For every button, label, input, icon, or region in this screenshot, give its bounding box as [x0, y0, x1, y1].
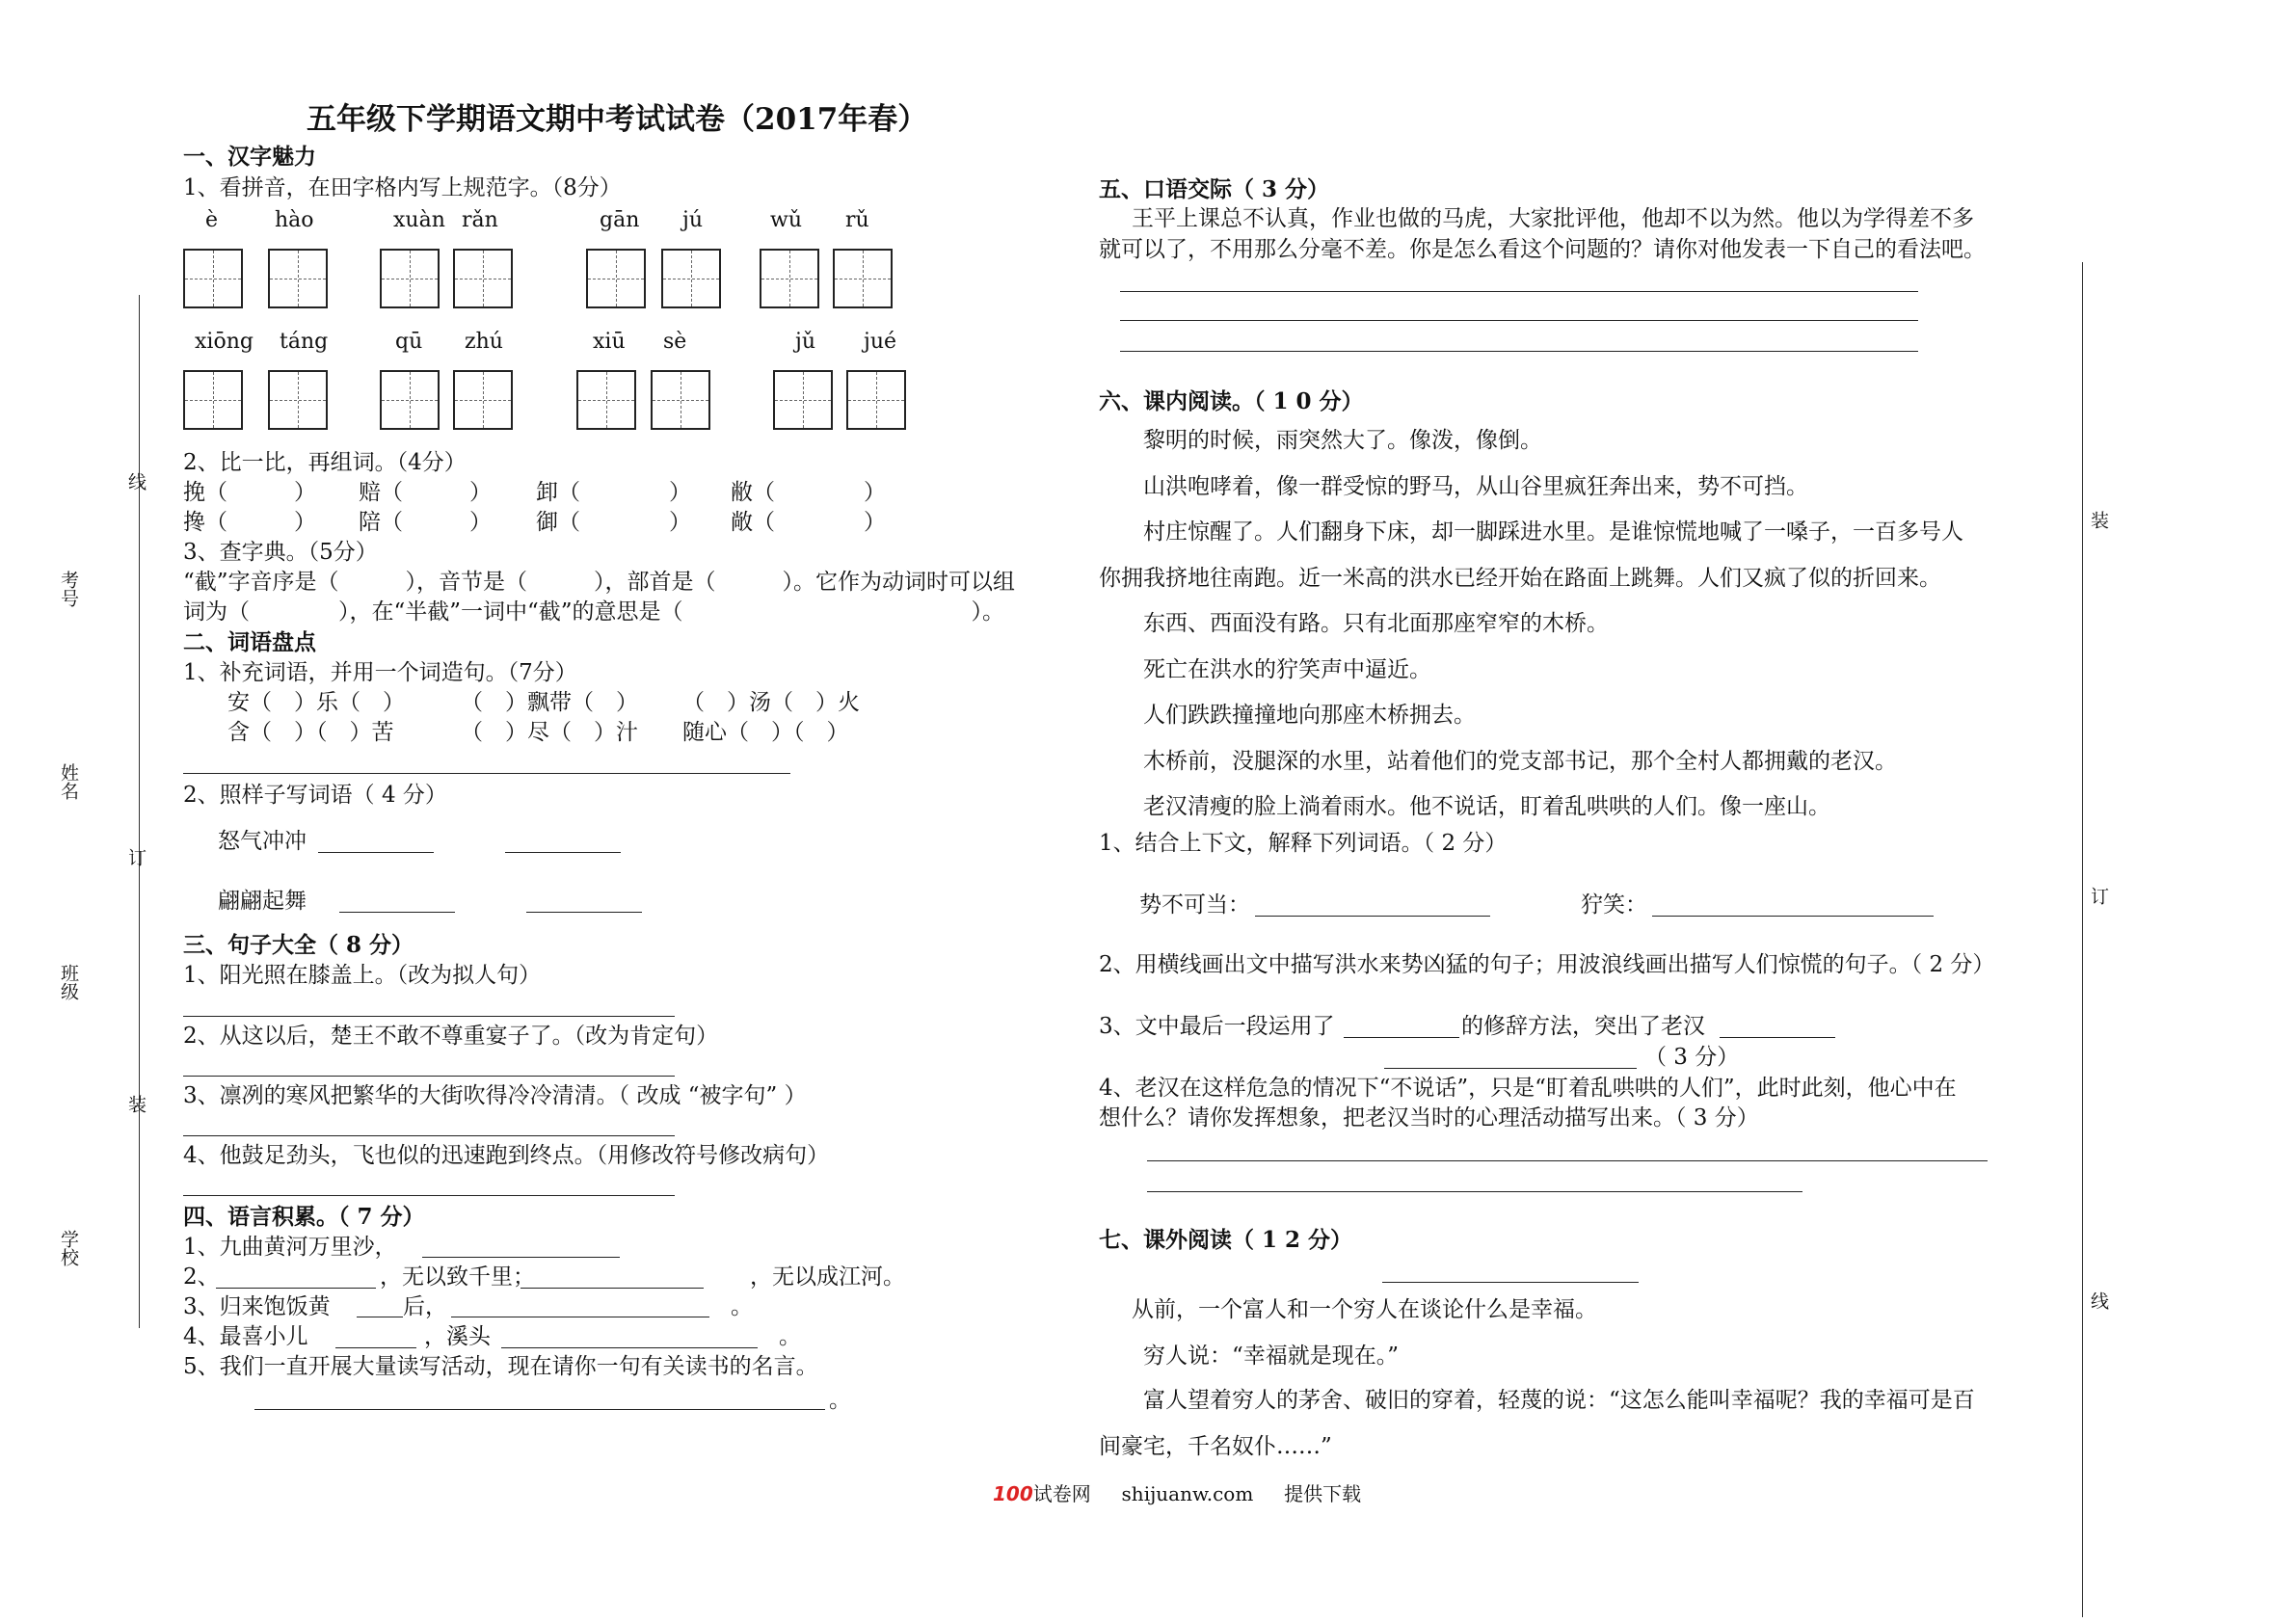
pinyin: táng [280, 330, 329, 354]
section-4-heading: 四、语言积累。（ 7 分） [183, 1204, 425, 1230]
tianzige-box[interactable] [453, 249, 513, 308]
tianzige-box[interactable] [760, 249, 819, 308]
answer-line[interactable] [318, 852, 434, 853]
poem-line: ，无以致千里； [380, 1264, 535, 1290]
answer-line[interactable] [183, 773, 790, 774]
binding-label-name: 姓名 [58, 763, 79, 800]
tianzige-box[interactable] [183, 370, 243, 430]
section-3-heading: 三、句子大全（ 8 分） [183, 932, 414, 958]
answer-line[interactable] [505, 852, 621, 853]
binding-mark: 订 [125, 848, 147, 866]
poem-line: ，溪头 [424, 1324, 491, 1349]
binding-line-left [139, 295, 140, 1328]
paragraph: 你拥我挤地往南跑。近一米高的洪水已经开始在路面上跳舞。人们又疯了似的折回来。 [1099, 566, 1941, 591]
pinyin: sè [663, 330, 687, 354]
tianzige-box[interactable] [586, 249, 646, 308]
compare-word: 陪（ ） [359, 510, 492, 535]
tianzige-box[interactable] [651, 370, 710, 430]
sec3-q4: 4、他鼓足劲头，飞也似的迅速跑到终点。（用修改符号修改病句） [183, 1143, 830, 1168]
footer [993, 1478, 1361, 1506]
compare-word: 赔（ ） [359, 480, 492, 505]
sec3-q2: 2、从这以后，楚王不敢不尊重宴子了。（改为肯定句） [183, 1024, 719, 1049]
pinyin: rǎn [462, 208, 498, 232]
paragraph: 山洪咆哮着，像一群受惊的野马，从山谷里疯狂奔出来，势不可挡。 [1143, 474, 1808, 499]
paragraph: 穷人说：“幸福就是现在。” [1143, 1344, 1400, 1369]
pinyin: gān [600, 208, 640, 232]
answer-line[interactable] [422, 1257, 620, 1258]
tianzige-box[interactable] [846, 370, 906, 430]
tianzige-box[interactable] [380, 249, 440, 308]
paragraph: 间豪宅，千名奴仆……” [1099, 1434, 1332, 1459]
answer-line[interactable] [526, 912, 642, 913]
answer-line[interactable] [1120, 351, 1918, 352]
sec1-q3-line2: 词为（ ），在“半截”一词中“截”的意思是（ ）。 [183, 599, 1005, 625]
answer-line[interactable] [521, 1288, 704, 1289]
poem-line: ，无以成江河。 [750, 1264, 905, 1290]
compare-word: 敞（ ） [731, 510, 886, 535]
compare-word: 挽（ ） [183, 480, 316, 505]
answer-line[interactable] [1720, 1037, 1835, 1038]
answer-line[interactable] [1120, 291, 1918, 292]
paragraph: 人们跌跌撞撞地向那座木桥拥去。 [1143, 703, 1476, 728]
answer-line[interactable] [339, 912, 455, 913]
tianzige-box[interactable] [833, 249, 893, 308]
paragraph: 就可以了，不用那么分毫不差。你是怎么看这个问题的？请你对他发表一下自己的看法吧。 [1099, 237, 1986, 262]
pinyin: xuàn [393, 208, 445, 232]
tianzige-box[interactable] [773, 370, 833, 430]
section-5-heading: 五、口语交际（ 3 分） [1099, 176, 1330, 202]
sec6-q2: 2、用横线画出文中描写洪水来势凶猛的句子；用波浪线画出描写人们惊慌的句子。（ 2 分） [1099, 952, 1995, 977]
pinyin: qū [395, 330, 423, 354]
poem-line: 。 [829, 1388, 851, 1413]
binding-label-id: 考号 [58, 571, 79, 607]
pinyin: è [205, 208, 219, 232]
tianzige-box[interactable] [576, 370, 636, 430]
sec1-q2: 2、比一比，再组词。（4分） [183, 450, 467, 475]
footer-note: 提供下载 [1284, 1482, 1362, 1505]
compare-word: 搀（ ） [183, 510, 316, 535]
pinyin: jú [682, 208, 703, 232]
poem-line: 后， [403, 1294, 447, 1319]
answer-line[interactable] [1120, 320, 1918, 321]
term: 狞笑： [1581, 892, 1647, 918]
answer-line[interactable] [1344, 1037, 1459, 1038]
pinyin: jué [864, 330, 897, 354]
paragraph: 村庄惊醒了。人们翻身下床，却一脚踩进水里。是谁惊慌地喊了一嗓子，一百多号人 [1143, 519, 1963, 545]
pinyin: jǔ [795, 330, 815, 354]
fill-word: 随心（ ）（ ） [682, 720, 849, 745]
section-1-heading: 一、汉字魅力 [183, 144, 316, 170]
pinyin: hào [275, 208, 314, 232]
answer-line[interactable] [216, 1288, 376, 1289]
sample-word: 翩翩起舞 [218, 889, 307, 914]
binding-mark: 订 [2088, 887, 2109, 905]
paragraph: 木桥前，没腿深的水里，站着他们的党支部书记，那个全村人都拥戴的老汉。 [1143, 749, 1897, 774]
binding-mark: 装 [125, 1095, 147, 1113]
paragraph: 富人望着穷人的茅舍、破旧的穿着，轻蔑的说：“这怎么能叫幸福呢？我的幸福可是百 [1143, 1388, 1975, 1413]
sec1-q1: 1、看拼音，在田字格内写上规范字。（8分） [183, 175, 622, 200]
binding-line-right [2082, 262, 2083, 1617]
tianzige-box[interactable] [661, 249, 721, 308]
sec3-q3: 3、凛冽的寒风把繁华的大街吹得冷冷清清。（ 改成 “被字句” ） [183, 1083, 807, 1108]
section-7-heading: 七、课外阅读（ 1 2 分） [1099, 1227, 1353, 1253]
answer-line[interactable] [501, 1347, 758, 1348]
tianzige-box[interactable] [268, 370, 328, 430]
binding-mark: 线 [2088, 1291, 2109, 1310]
sec6-q4a: 4、老汉在这样危急的情况下“不说话”，只是“盯着乱哄哄的人们”，此时此刻，他心中在 [1099, 1076, 1957, 1101]
sec1-q3-line1: “截”字音序是（ ），音节是（ ），部首是（ ）。它作为动词时可以组 [183, 570, 1016, 595]
pinyin: zhú [465, 330, 503, 354]
sec2-q2: 2、照样子写词语（ 4 分） [183, 783, 447, 808]
poem-line: 。 [779, 1324, 801, 1349]
answer-line[interactable] [183, 1135, 675, 1136]
page-title: 五年级下学期语文期中考试试卷（2017年春） [307, 102, 928, 137]
pinyin: xiū [593, 330, 626, 354]
paragraph: 黎明的时候，雨突然大了。像泼，像倒。 [1143, 428, 1542, 453]
sec6-q1: 1、结合上下文，解释下列词语。（ 2 分） [1099, 831, 1508, 856]
binding-label-school: 学校 [58, 1230, 79, 1266]
site-name: 试卷网 [1032, 1482, 1091, 1505]
sec1-q3: 3、查字典。（5分） [183, 540, 378, 565]
sec6-q4b: 想什么？请你发挥想象，把老汉当时的心理活动描写出来。（ 3 分） [1099, 1105, 1759, 1131]
section-2-heading: 二、词语盘点 [183, 629, 316, 655]
sec3-q1: 1、阳光照在膝盖上。（改为拟人句） [183, 963, 542, 988]
compare-word: 卸（ ） [536, 480, 691, 505]
tianzige-box[interactable] [183, 249, 243, 308]
term: 势不可当： [1139, 892, 1250, 918]
pinyin: rǔ [845, 208, 869, 232]
binding-mark: 线 [125, 472, 147, 491]
fill-word: （ ）汤（ ）火 [682, 690, 860, 715]
paragraph: 从前，一个富人和一个穷人在谈论什么是幸福。 [1132, 1297, 1597, 1322]
title-line[interactable] [1382, 1282, 1639, 1283]
paragraph: 老汉清瘦的脸上淌着雨水。他不说话，盯着乱哄哄的人们。像一座山。 [1143, 794, 1830, 819]
site-url[interactable]: shijuanw.com [1121, 1482, 1254, 1505]
binding-label-class: 班级 [58, 964, 79, 1000]
score: （ 3 分） [1644, 1045, 1740, 1070]
binding-mark: 装 [2088, 511, 2109, 529]
tianzige-box[interactable] [380, 370, 440, 430]
sec2-q1: 1、补充词语，并用一个词造句。（7分） [183, 660, 577, 685]
fill-word: 安（ ）乐（ ） [227, 690, 405, 715]
tianzige-box[interactable] [453, 370, 513, 430]
fill-word: （ ）尽（ ）汁 [461, 720, 638, 745]
poem-line: 1、九曲黄河万里沙， [183, 1235, 397, 1260]
answer-line[interactable] [1255, 916, 1490, 917]
poem-line: 。 [731, 1294, 753, 1319]
answer-line[interactable] [183, 1016, 675, 1017]
answer-line[interactable] [1147, 1160, 1988, 1161]
answer-line[interactable] [254, 1409, 825, 1410]
paragraph: 死亡在洪水的狞笑声中逼近。 [1143, 657, 1431, 682]
answer-line[interactable] [1384, 1068, 1637, 1069]
compare-word: 御（ ） [536, 510, 691, 535]
sec6-q3b: 的修辞方法，突出了老汉 [1461, 1014, 1705, 1039]
answer-line[interactable] [183, 1076, 675, 1077]
pinyin: wǔ [770, 208, 802, 232]
paragraph: 东西、西面没有路。只有北面那座窄窄的木桥。 [1143, 611, 1609, 636]
fill-word: （ ）飘带（ ） [461, 690, 638, 715]
answer-line[interactable] [335, 1347, 416, 1348]
section-6-heading: 六、课内阅读。（ 1 0 分） [1099, 388, 1364, 414]
answer-line[interactable] [183, 1195, 675, 1196]
poem-line: 5、我们一直开展大量读写活动，现在请你一句有关读书的名言。 [183, 1354, 818, 1379]
tianzige-box[interactable] [268, 249, 328, 308]
site-logo: 100 [993, 1482, 1033, 1505]
compare-word: 敝（ ） [731, 480, 886, 505]
sample-word: 怒气冲冲 [218, 829, 307, 854]
fill-word: 含（ ）（ ）苦 [227, 720, 394, 745]
paragraph: 王平上课总不认真，作业也做的马虎，大家批评他，他却不以为然。他以为学得差不多 [1132, 206, 1974, 231]
poem-line: 3、归来饱饭黄 [183, 1294, 331, 1319]
answer-line[interactable] [1652, 916, 1934, 917]
answer-line[interactable] [1147, 1191, 1802, 1192]
poem-line: 4、最喜小儿 [183, 1324, 308, 1349]
sec6-q3: 3、文中最后一段运用了 [1099, 1014, 1335, 1039]
poem-line: 2、 [183, 1264, 220, 1290]
pinyin: xiōng [195, 330, 254, 354]
